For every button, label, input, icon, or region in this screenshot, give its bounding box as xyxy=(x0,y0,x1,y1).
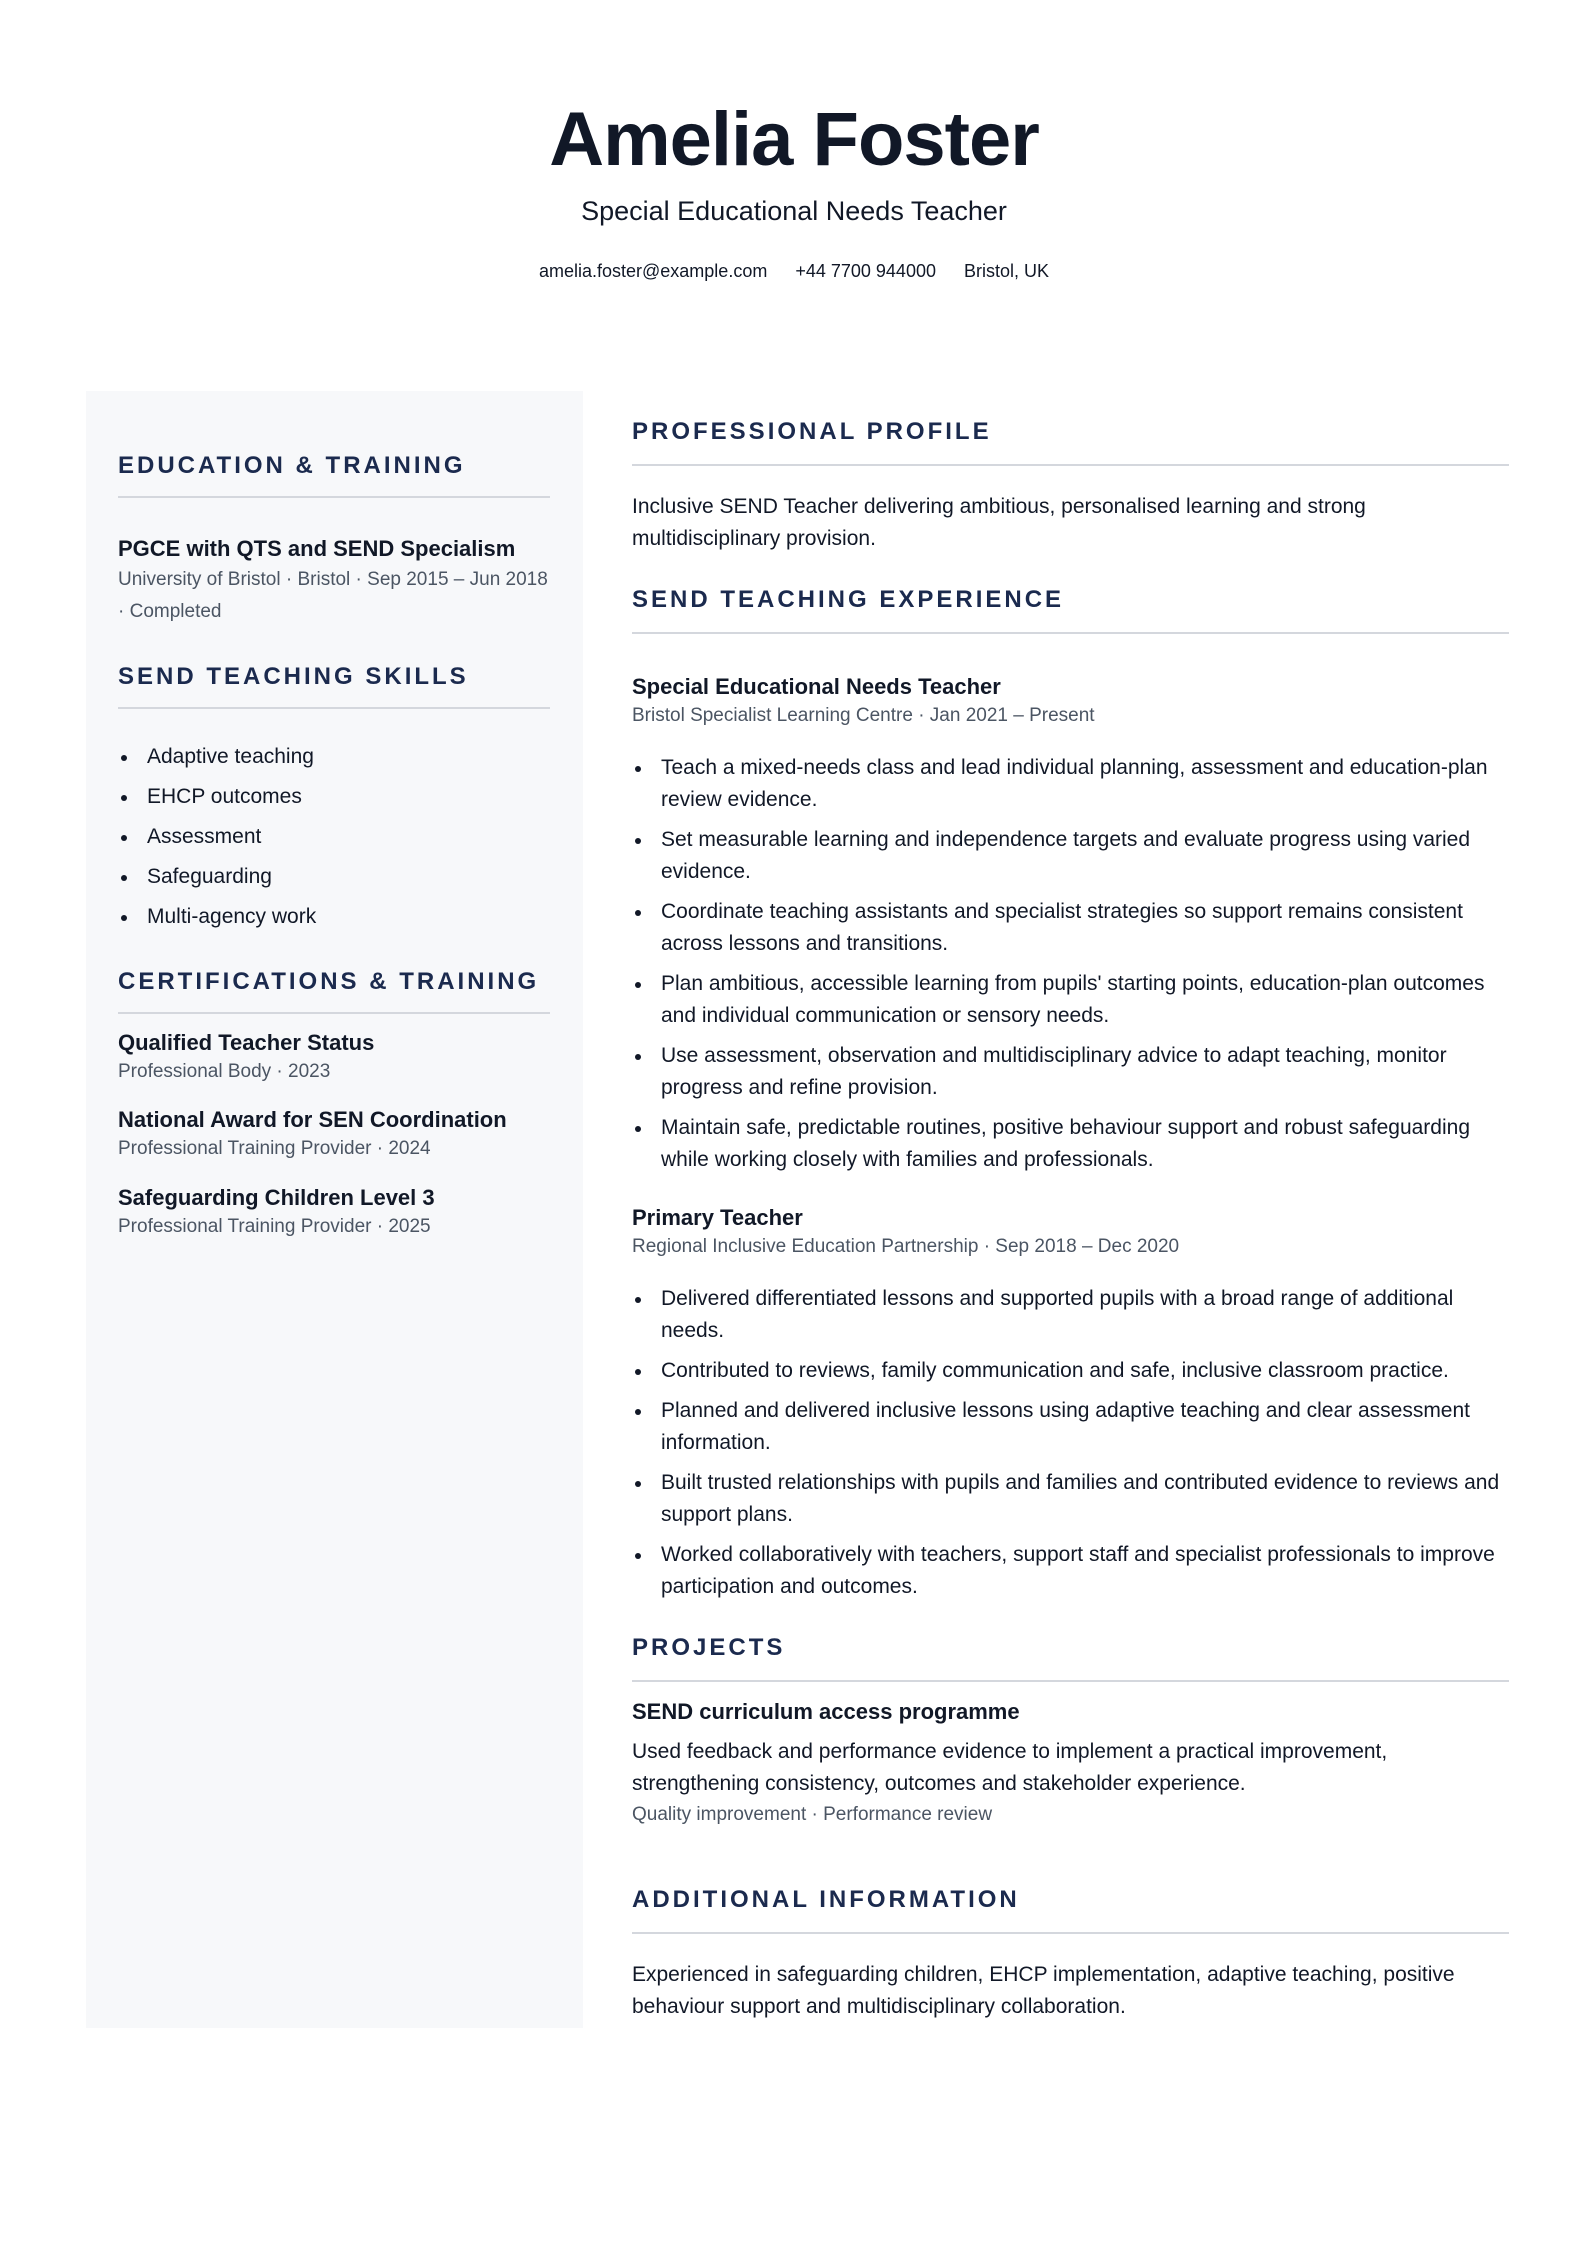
job-entry xyxy=(632,672,1509,1184)
projects-section-title: PROJECTS xyxy=(632,1634,786,1661)
phone-text: +44 7700 944000 xyxy=(795,261,936,281)
education-item xyxy=(118,534,550,628)
profile-section-title: PROFESSIONAL PROFILE xyxy=(632,418,992,445)
job-title: Special Educational Needs Teacher xyxy=(632,674,1001,699)
job-bullets xyxy=(632,752,1509,1176)
skills-divider xyxy=(118,707,550,709)
contact-line xyxy=(0,258,1588,284)
job-bullets xyxy=(632,1283,1509,1603)
skills-section-title: SEND TEACHING SKILLS xyxy=(118,663,469,690)
skills-list xyxy=(118,737,550,937)
certification-meta: Professional Training Provider · 2025 xyxy=(118,1216,431,1237)
additional-divider xyxy=(632,1932,1509,1934)
certification-title: Safeguarding Children Level 3 xyxy=(118,1185,435,1210)
skill-item: Safeguarding xyxy=(118,857,550,897)
project-description: Used feedback and performance evidence to implement a practical improvement, strengthening consistency, outcomes and stakeholder experience. xyxy=(632,1740,1388,1795)
skill-item: EHCP outcomes xyxy=(118,777,550,817)
certification-title: Qualified Teacher Status xyxy=(118,1030,375,1055)
certification-item xyxy=(118,1028,550,1086)
certification-meta: Professional Body · 2023 xyxy=(118,1061,331,1082)
projects-divider xyxy=(632,1680,1509,1682)
job-bullet: Contributed to reviews, family communication and safe, inclusive classroom practice. xyxy=(632,1355,1509,1387)
project-title: SEND curriculum access programme xyxy=(632,1699,1020,1724)
job-bullet: Use assessment, observation and multidisciplinary advice to adapt teaching, monitor progress and refine provision. xyxy=(632,1040,1509,1104)
candidate-role: Special Educational Needs Teacher xyxy=(581,196,1007,226)
education-section-title: EDUCATION & TRAINING xyxy=(118,452,466,479)
project-item xyxy=(632,1697,1509,1830)
sidebar xyxy=(86,391,583,2028)
education-item-meta: University of Bristol · Bristol · Sep 2015 – Jun 2018 · Completed xyxy=(118,569,548,622)
additional-text: Experienced in safeguarding children, EHCP implementation, adaptive teaching, positive behaviour support and multidisciplinary collaboration. xyxy=(632,1963,1455,2018)
skill-item: Assessment xyxy=(118,817,550,857)
job-bullet: Worked collaboratively with teachers, support staff and specialist professionals to improve participation and outcomes. xyxy=(632,1539,1509,1603)
skill-item: Multi-agency work xyxy=(118,897,550,937)
job-bullet: Teach a mixed-needs class and lead individual planning, assessment and education-plan review evidence. xyxy=(632,752,1509,816)
certifications-divider xyxy=(118,1012,550,1014)
certification-title: National Award for SEN Coordination xyxy=(118,1107,507,1132)
certification-item xyxy=(118,1183,550,1241)
job-bullet: Maintain safe, predictable routines, positive behaviour support and robust safeguarding while working closely with families and professionals. xyxy=(632,1112,1509,1176)
certifications-section-title: CERTIFICATIONS & TRAINING xyxy=(118,968,540,995)
job-bullet: Built trusted relationships with pupils and families and contributed evidence to reviews and support plans. xyxy=(632,1467,1509,1531)
education-divider xyxy=(118,496,550,498)
certification-item xyxy=(118,1105,550,1163)
experience-section-title: SEND TEACHING EXPERIENCE xyxy=(632,586,1065,613)
job-bullet: Delivered differentiated lessons and supported pupils with a broad range of additional needs. xyxy=(632,1283,1509,1347)
profile-text: Inclusive SEND Teacher delivering ambitious, personalised learning and strong multidisciplinary provision. xyxy=(632,495,1366,550)
skill-item: Adaptive teaching xyxy=(118,737,550,777)
job-title: Primary Teacher xyxy=(632,1205,803,1230)
candidate-name: Amelia Foster xyxy=(549,97,1039,182)
email-link[interactable]: amelia.foster@example.com xyxy=(538,261,768,281)
education-item-title: PGCE with QTS and SEND Specialism xyxy=(118,536,516,561)
certification-meta: Professional Training Provider · 2024 xyxy=(118,1138,431,1159)
additional-section-title: ADDITIONAL INFORMATION xyxy=(632,1886,1020,1913)
location-text: Bristol, UK xyxy=(963,261,1050,281)
job-entry xyxy=(632,1203,1509,1611)
job-meta: Regional Inclusive Education Partnership · Sep 2018 – Dec 2020 xyxy=(632,1236,1180,1257)
project-tags: Quality improvement · Performance review xyxy=(632,1804,993,1825)
job-bullet: Coordinate teaching assistants and specialist strategies so support remains consistent across lessons and transitions. xyxy=(632,896,1509,960)
job-bullet: Plan ambitious, accessible learning from pupils' starting points, education-plan outcomes and individual communication or sensory needs. xyxy=(632,968,1509,1032)
profile-divider xyxy=(632,464,1509,466)
experience-divider xyxy=(632,632,1509,634)
job-bullet: Planned and delivered inclusive lessons using adaptive teaching and clear assessment information. xyxy=(632,1395,1509,1459)
job-bullet: Set measurable learning and independence targets and evaluate progress using varied evidence. xyxy=(632,824,1509,888)
job-meta: Bristol Specialist Learning Centre · Jan 2021 – Present xyxy=(632,705,1095,726)
